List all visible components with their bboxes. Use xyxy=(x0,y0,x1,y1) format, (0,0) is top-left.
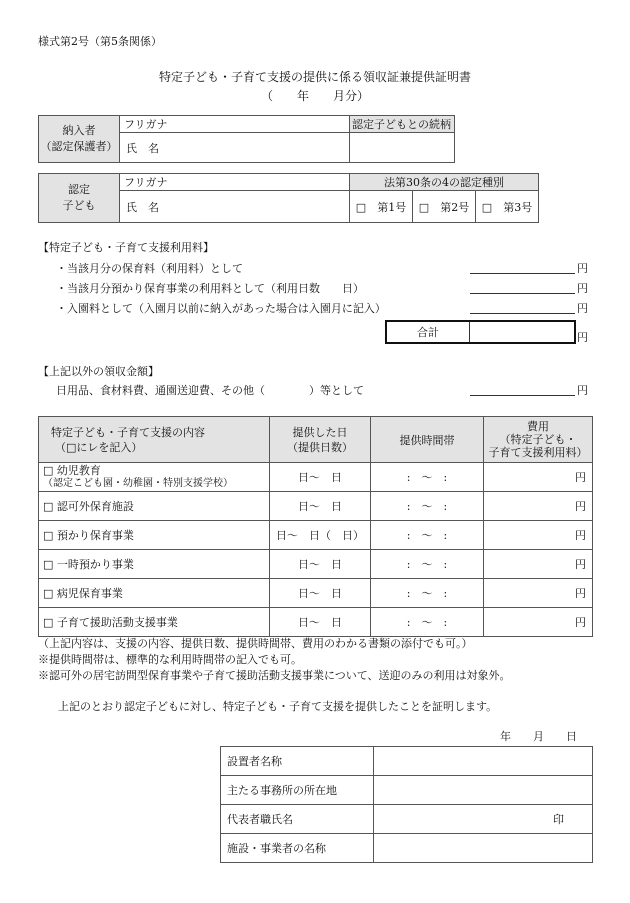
provider-table xyxy=(220,746,593,863)
certification-date[interactable]: 年 月 日 xyxy=(500,730,577,743)
payer-name[interactable]: 氏 名 xyxy=(120,133,350,163)
other-heading: 【上記以外の領収金額】 xyxy=(38,365,159,378)
table-row xyxy=(39,579,593,608)
hours-field[interactable]: : ～ : xyxy=(371,463,484,492)
office-address-label: 主たる事務所の所在地 xyxy=(221,776,374,805)
note-attachment: （上記内容は、支援の内容、提供日数、提供時間帯、費用のわかる書類の添付でも可。） xyxy=(38,637,473,650)
payer-table xyxy=(38,115,455,163)
cost-field[interactable]: 円 xyxy=(484,579,593,608)
total-amount[interactable] xyxy=(470,321,576,343)
yen-unit: 円 xyxy=(577,384,588,397)
table-row xyxy=(39,521,593,550)
yen-unit: 円 xyxy=(577,302,588,315)
yen-unit: 円 xyxy=(577,331,588,344)
cost-header: 費用 （特定子ども・ 子育て支援利用料） xyxy=(484,417,593,463)
note-hours: ※提供時間帯は、標準的な利用時間帯の記入でも可。 xyxy=(38,653,302,666)
fee-item-extended-care: ・当該月分預かり保育事業の利用料として（利用日数 日） xyxy=(56,282,364,295)
days-field[interactable]: 日～ 日 xyxy=(270,579,371,608)
cost-field[interactable]: 円 xyxy=(484,463,593,492)
seal-mark[interactable]: 印 xyxy=(374,805,593,834)
hours-header: 提供時間帯 xyxy=(371,417,484,463)
office-address-field[interactable] xyxy=(374,776,593,805)
fee-amount-line[interactable] xyxy=(470,313,575,314)
table-row xyxy=(39,463,593,492)
days-field[interactable]: 日～ 日 xyxy=(270,608,371,637)
document-title: 特定子ども・子育て支援の提供に係る領収証兼提供証明書 xyxy=(158,70,471,84)
yen-unit: 円 xyxy=(577,282,588,295)
facility-name-field[interactable] xyxy=(374,834,593,863)
service-table xyxy=(38,416,593,637)
relation-label: 認定子どもとの続柄 xyxy=(350,116,455,133)
form-number: 様式第2号（第5条関係） xyxy=(38,35,162,48)
yen-unit: 円 xyxy=(577,262,588,275)
cost-field[interactable]: 円 xyxy=(484,608,593,637)
certification-statement: 上記のとおり認定子どもに対し、特定子ども・子育て支援を提供したことを証明します。 xyxy=(58,700,498,713)
cert-type-1[interactable]: □ 第1号 xyxy=(350,191,413,223)
days-field[interactable]: 日～ 日（ 日） xyxy=(270,521,371,550)
child-name[interactable]: 氏 名 xyxy=(120,191,350,223)
days-field[interactable]: 日～ 日 xyxy=(270,463,371,492)
days-field[interactable]: 日～ 日 xyxy=(270,550,371,579)
total-label: 合計 xyxy=(386,321,470,343)
other-amount-line[interactable] xyxy=(470,395,575,396)
hours-field[interactable]: : ～ : xyxy=(371,579,484,608)
table-row xyxy=(39,550,593,579)
content-header: 特定子ども・子育て支援の内容 （□にレを記入） xyxy=(39,417,270,463)
cost-field[interactable]: 円 xyxy=(484,550,593,579)
fee-item-childcare: ・当該月分の保育料（利用料）として xyxy=(56,262,243,275)
cert-type-label: 法第30条の4の認定種別 xyxy=(350,174,539,191)
fee-amount-line[interactable] xyxy=(470,273,575,274)
service-table-header xyxy=(39,417,593,463)
table-row xyxy=(39,608,593,637)
child-table xyxy=(38,173,539,223)
fee-item-admission: ・入園料として（入園月以前に納入があった場合は入園月に記入） xyxy=(56,302,386,315)
payer-label: 納入者 （認定保護者） xyxy=(39,116,120,163)
child-furigana[interactable]: フリガナ xyxy=(120,174,350,191)
payer-furigana[interactable]: フリガナ xyxy=(120,116,350,133)
service-type-temporary[interactable]: □ 一時預かり事業 xyxy=(39,550,270,579)
other-amount-text: 日用品、食材料費、通園送迎費、その他（ ）等として xyxy=(56,384,364,397)
hours-field[interactable]: : ～ : xyxy=(371,550,484,579)
service-type-kindergarten[interactable]: □ 幼児教育 xyxy=(43,464,101,477)
child-label: 認定 子ども xyxy=(39,174,120,223)
period: （ 年 月分） xyxy=(260,89,369,103)
establisher-field[interactable] xyxy=(374,747,593,776)
service-type-extended[interactable]: □ 預かり保育事業 xyxy=(39,521,270,550)
hours-field[interactable]: : ～ : xyxy=(371,521,484,550)
note-exclusion: ※認可外の居宅訪問型保育事業や子育て援助活動支援事業について、送迎のみの利用は対象外。 xyxy=(38,669,511,682)
fee-amount-line[interactable] xyxy=(470,293,575,294)
establisher-label: 設置者名称 xyxy=(221,747,374,776)
service-type-sick-child[interactable]: □ 病児保育事業 xyxy=(39,579,270,608)
hours-field[interactable]: : ～ : xyxy=(371,608,484,637)
hours-field[interactable]: : ～ : xyxy=(371,492,484,521)
cost-field[interactable]: 円 xyxy=(484,521,593,550)
table-row xyxy=(39,492,593,521)
service-subtitle: （認定こども園・幼稚園・特別支援学校） xyxy=(43,478,233,489)
representative-label: 代表者職氏名 xyxy=(221,805,374,834)
service-type-unlicensed[interactable]: □ 認可外保育施設 xyxy=(39,492,270,521)
cert-type-3[interactable]: □ 第3号 xyxy=(476,191,539,223)
days-header: 提供した日 （提供日数） xyxy=(270,417,371,463)
total-box xyxy=(385,320,576,344)
days-field[interactable]: 日～ 日 xyxy=(270,492,371,521)
service-type-family-support[interactable]: □ 子育て援助活動支援事業 xyxy=(39,608,270,637)
cert-type-2[interactable]: □ 第2号 xyxy=(413,191,476,223)
cost-field[interactable]: 円 xyxy=(484,492,593,521)
fees-heading: 【特定子ども・子育て支援利用料】 xyxy=(38,241,214,254)
relation-field[interactable] xyxy=(350,133,455,163)
facility-name-label: 施設・事業者の名称 xyxy=(221,834,374,863)
